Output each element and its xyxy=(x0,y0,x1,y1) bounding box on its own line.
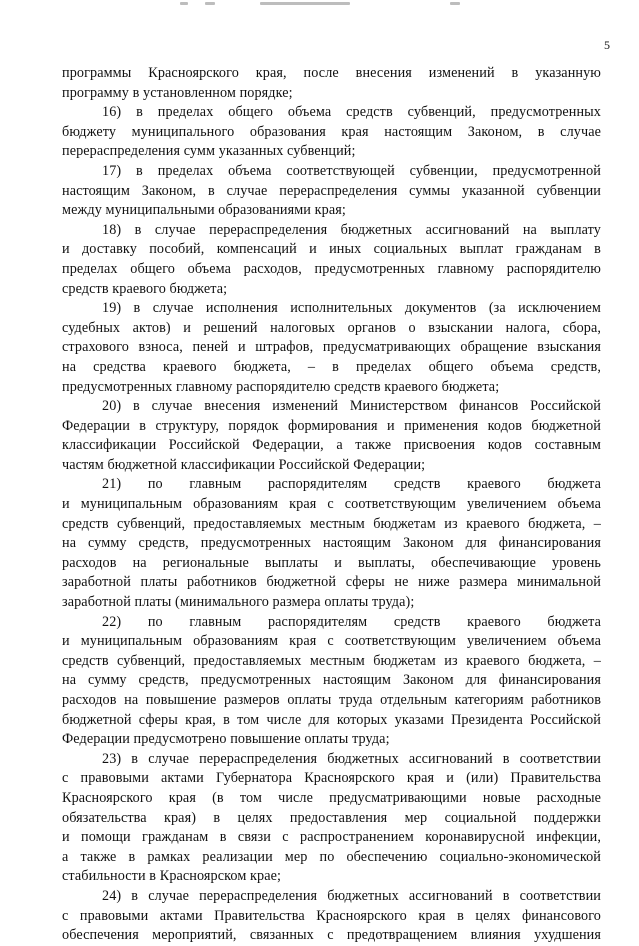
scan-artifact-marks xyxy=(150,2,530,8)
text-line: на сумму средств, предусмотренных настоящим Законом для финансирования xyxy=(62,672,601,689)
text-line: классификации Российской Федерации, а также присвоения кодов составным xyxy=(62,437,601,454)
text-line: средств субвенций, предоставляемых местным бюджетам из краевого бюджета, – xyxy=(62,652,601,669)
text-line: Федерации в структуру, порядок формирования и применения кодов бюджетной xyxy=(62,417,601,434)
text-line: программы Красноярского края, после внесения изменений в указанную xyxy=(62,65,601,81)
text-line: средств краевого бюджета; xyxy=(62,280,228,297)
text-line: с правовыми актами Губернатора Красноярского края и (или) Правительства xyxy=(62,770,601,787)
text-line: средств субвенций, предоставляемых местным бюджетам из краевого бюджета, – xyxy=(62,515,601,532)
text-line: 19) в случае исполнения исполнительных документов (за исключением xyxy=(102,300,601,317)
text-line: судебных актов) и решений налоговых органов о взыскании налога, сбора, xyxy=(62,319,601,336)
page-number: 5 xyxy=(604,38,610,52)
text-line: 21) по главным распорядителям средств краевого бюджета xyxy=(102,476,601,493)
text-line: 16) в пределах общего объема средств субвенций, предусмотренных xyxy=(102,104,601,121)
text-line: бюджетной сферы края, в том числе для которых указами Президента Российской xyxy=(62,711,601,728)
text-line: расходов на региональные выплаты и выплаты, обеспечивающие уровень xyxy=(62,554,601,571)
text-line: обязательства края) в целях предоставления мер социальной поддержки xyxy=(62,809,601,826)
text-line: заработной платы (минимального размера оплаты труда); xyxy=(62,594,415,611)
text-line: а также в рамках реализации мер по обеспечению социально-экономической xyxy=(62,848,601,865)
text-line: с правовыми актами Правительства Красноярского края в целях финансового xyxy=(62,907,601,924)
text-line: и помощи гражданам в связи с распространением коронавирусной инфекции, xyxy=(62,829,601,846)
text-line: бюджету муниципального образования края настоящим Законом, в случае xyxy=(62,123,601,140)
text-line: и муниципальным образованиям края с соответствующим увеличением объема xyxy=(62,496,601,513)
text-line: между муниципальными образованиями края; xyxy=(62,202,346,219)
text-line: Федерации предусмотрено повышение оплаты труда; xyxy=(62,731,390,748)
text-line: заработной платы работников бюджетной сферы не ниже размера минимальной xyxy=(62,574,601,591)
text-line: 18) в случае перераспределения бюджетных ассигнований на выплату xyxy=(102,221,601,238)
document-body xyxy=(62,64,601,946)
text-line: предусмотренных главному распорядителю средств краевого бюджета; xyxy=(62,378,500,395)
text-line: и доставку пособий, компенсаций и иных социальных выплат гражданам в xyxy=(62,241,601,258)
text-line: на сумму средств, предусмотренных настоящим Законом для финансирования xyxy=(62,535,601,552)
text-line: обеспечения мероприятий, связанных с предотвращением влияния ухудшения xyxy=(62,927,601,944)
text-line: страхового взноса, пеней и штрафов, предусматривающих обращение взыскания xyxy=(62,339,601,356)
text-line: частям бюджетной классификации Российской Федерации; xyxy=(62,456,426,473)
text-line: и муниципальным образованиям края с соответствующим увеличением объема xyxy=(62,633,601,650)
text-line: пределах общего объема расходов, предусмотренных главному распорядителю xyxy=(62,260,601,277)
text-line: 24) в случае перераспределения бюджетных ассигнований в соответствии xyxy=(102,887,601,904)
text-line: Красноярского края (в том числе предусматривающими новые расходные xyxy=(62,789,601,806)
text-line: на средства краевого бюджета, – в пределах общего объема средств, xyxy=(62,358,601,375)
text-line: 22) по главным распорядителям средств краевого бюджета xyxy=(102,613,601,630)
text-line: 23) в случае перераспределения бюджетных ассигнований в соответствии xyxy=(102,750,601,767)
text-line: 20) в случае внесения изменений Министерством финансов Российской xyxy=(102,398,601,415)
text-line: программу в установленном порядке; xyxy=(62,84,293,101)
text-line: стабильности в Красноярском крае; xyxy=(62,868,282,885)
text-line: перераспределения сумм указанных субвенций; xyxy=(62,143,356,160)
text-line: 17) в пределах объема соответствующей субвенции, предусмотренной xyxy=(102,162,601,179)
text-line: настоящим Законом, в случае перераспределения суммы указанной субвенции xyxy=(62,182,601,199)
text-line: расходов на повышение размеров оплаты труда отдельным категориям работников xyxy=(62,692,601,708)
